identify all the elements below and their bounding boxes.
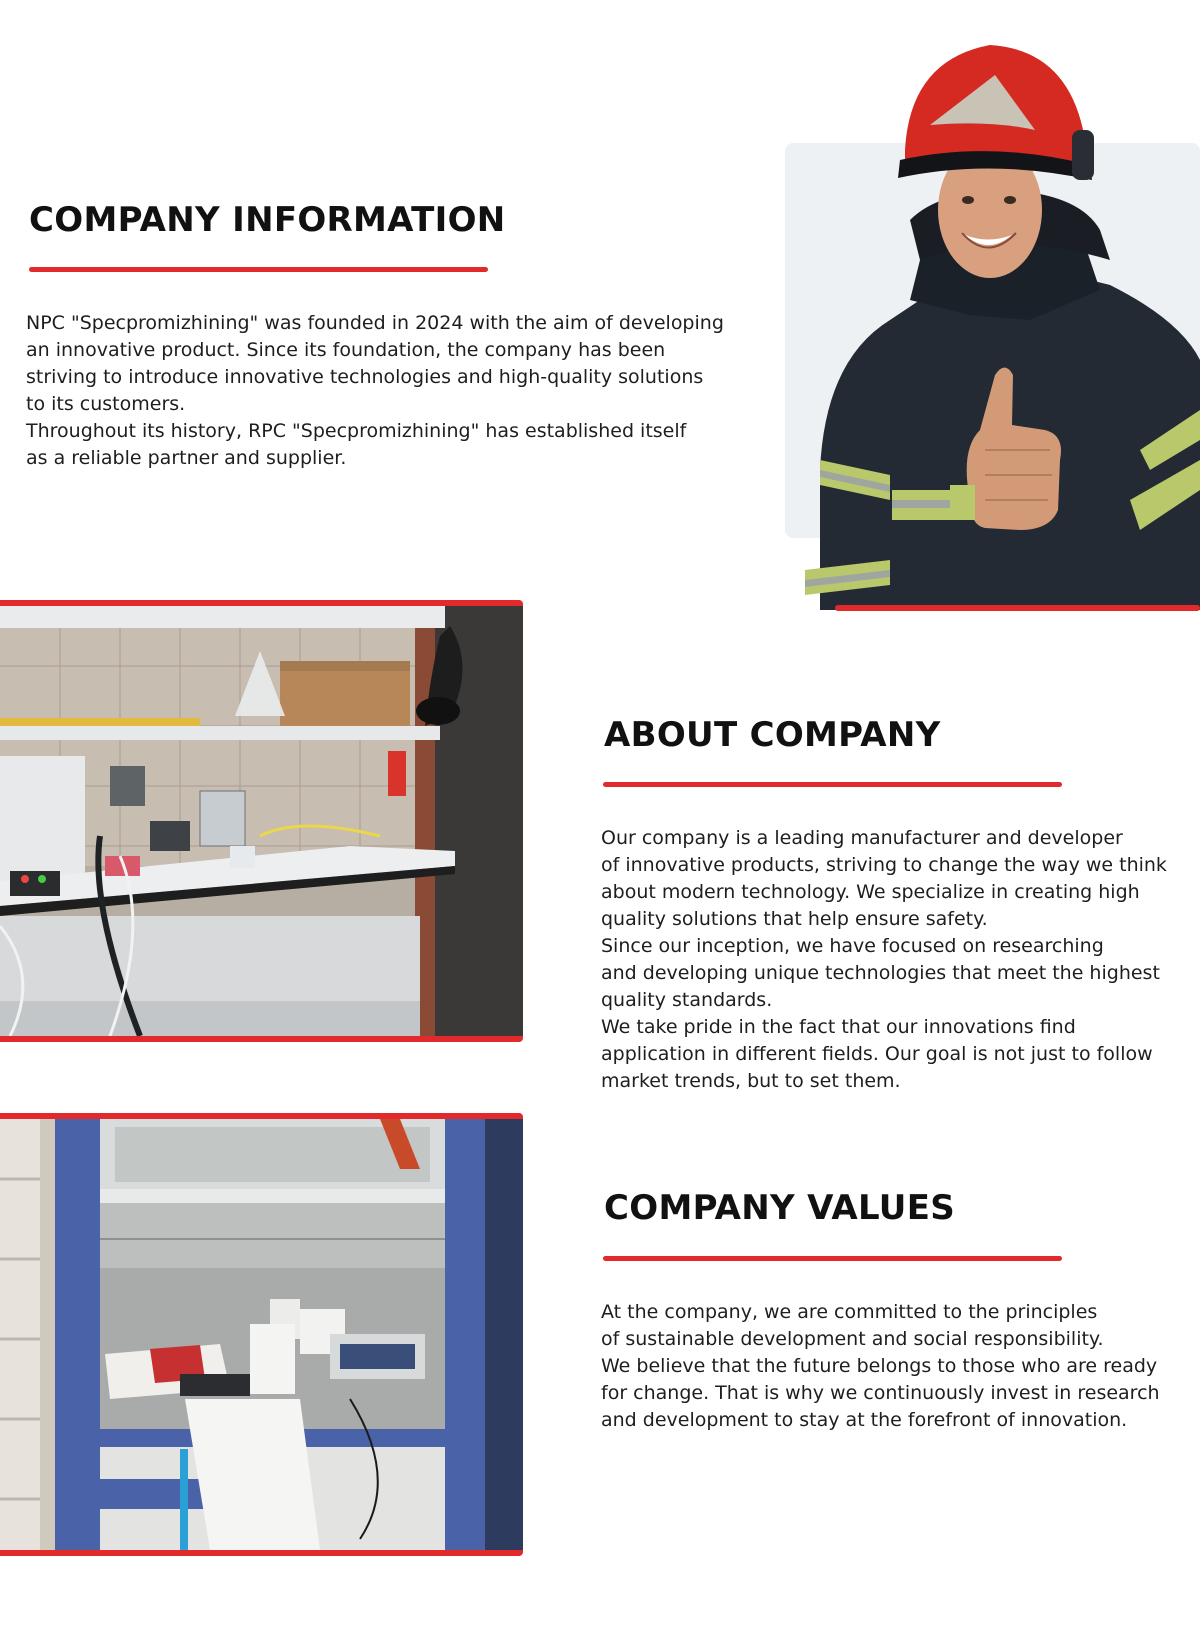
text-line: quality standards. [601, 989, 773, 1011]
about-company-underline [603, 782, 1062, 787]
text-line: quality solutions that help ensure safety. [601, 908, 988, 930]
text-line: and developing unique technologies that meet the highest [601, 962, 1160, 984]
text-line: We take pride in the fact that our innovations find [601, 1016, 1076, 1038]
fume-hood-photo [0, 1113, 523, 1556]
text-line: and development to stay at the forefront of innovation. [601, 1409, 1128, 1431]
hero-accent-bar [835, 605, 1200, 611]
company-information-text [26, 310, 724, 472]
text-line: to its customers. [26, 393, 186, 415]
company-values-underline [603, 1256, 1062, 1261]
text-line: of sustainable development and social responsibility. [601, 1328, 1104, 1350]
text-line: Since our inception, we have focused on researching [601, 935, 1104, 957]
text-line: for change. That is why we continuously invest in research [601, 1382, 1160, 1404]
text-line: Throughout its history, RPC "Specpromizhining" has established itself [26, 420, 687, 442]
text-line: We believe that the future belongs to those who are ready [601, 1355, 1158, 1377]
text-line: market trends, but to set them. [601, 1070, 901, 1092]
text-line: At the company, we are committed to the principles [601, 1301, 1098, 1323]
company-information-heading: COMPANY INFORMATION [29, 200, 506, 240]
company-values-text [601, 1299, 1160, 1434]
text-line: of innovative products, striving to change the way we think [601, 854, 1167, 876]
company-information-underline [29, 267, 488, 272]
about-company-heading: ABOUT COMPANY [604, 715, 941, 755]
text-line: NPC "Specpromizhining" was founded in 2024 with the aim of developing [26, 312, 724, 334]
text-line: striving to introduce innovative technologies and high-quality solutions [26, 366, 704, 388]
text-line: as a reliable partner and supplier. [26, 447, 347, 469]
company-values-heading: COMPANY VALUES [604, 1188, 956, 1228]
text-line: an innovative product. Since its foundation, the company has been [26, 339, 666, 361]
text-line: about modern technology. We specialize in creating high [601, 881, 1140, 903]
about-company-text [601, 825, 1167, 1095]
text-line: Our company is a leading manufacturer and developer [601, 827, 1123, 849]
text-line: application in different fields. Our goal is not just to follow [601, 1043, 1153, 1065]
firefighter-image [780, 30, 1200, 610]
lab-bench-photo [0, 600, 523, 1042]
